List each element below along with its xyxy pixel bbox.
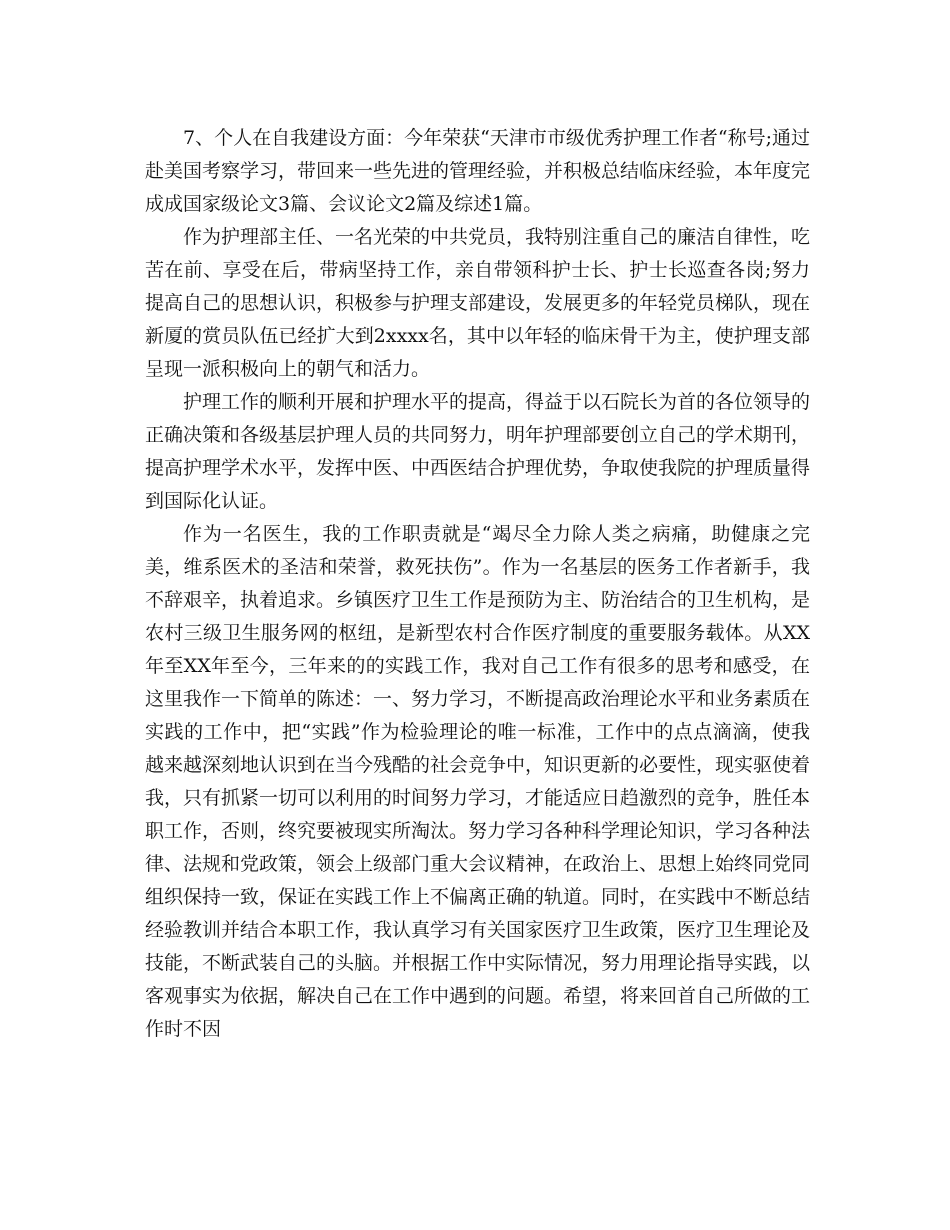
document-body: [145, 122, 810, 1046]
paragraph-nursing-outlook: 护理工作的顺利开展和护理水平的提高，得益于以石院长为首的各位领导的正确决策和各级基层护理人员的共同努力，明年护理部要创立自己的学术期刊，提高护理学术水平，发挥中医、中西医结合护理优势，争取使我院的护理质量得到国际化认证。: [145, 391, 811, 512]
paragraph-party-member: 作为护理部主任、一名光荣的中共党员，我特别注重自己的廉洁自律性，吃苦在前、享受在后，带病坚持工作，亲自带领科护士长、护士长巡查各岗;努力提高自己的思想认识，积极参与护理支部建设，发展更多的年轻党员梯队，现在新厦的赏员队伍已经扩大到2xxxx名，其中以年轻的临床骨干为主，使护理支部呈现一派积极向上的朝气和活力。: [145, 226, 811, 380]
paragraph-doctor-duty: 作为一名医生，我的工作职责就是“竭尽全力除人类之病痛，助健康之完美，维系医术的圣洁和荣誉，救死扶伤”。作为一名基层的医务工作者新手，我不辞艰辛，执着追求。乡镇医疗卫生工作是预防为主、防治结合的卫生机构，是农村三级卫生服务网的枢纽，是新型农村合作医疗制度的重要服务载体。从XX年至XX年至今，三年来的的实践工作，我对自己工作有很多的思考和感受，在这里我作一下简单的陈述：一、努力学习，不断提高政治理论水平和业务素质在实践的工作中，把“实践”作为检验理论的唯一标准，工作中的点点滴滴，使我越来越深刻地认识到在当今残酷的社会竞争中，知识更新的必要性，现实驱使着我，只有抓紧一切可以利用的时间努力学习，才能适应日趋激烈的竞争，胜任本职工作，否则，终究要被现实所淘汰。努力学习各种科学理论知识，学习各种法律、法规和党政策，领会上级部门重大会议精神，在政治上、思想上始终同党同组织保持一致，保证在实践工作上不偏离正确的轨道。同时，在实践中不断总结经验教训并结合本职工作，我认真学习有关国家医疗卫生政策，医疗卫生理论及技能，不断武装自己的头脑。并根据工作中实际情况，努力用理论指导实践，以客观事实为依据，解决自己在工作中遇到的问题。希望，将来回首自己所做的工作时不因: [145, 523, 811, 1040]
paragraph-self-development: 7、个人在自我建设方面：今年荣获“天津市市级优秀护理工作者“称号;通过赴美国考察学习，带回来一些先进的管理经验，并积极总结临床经验，本年度完成成国家级论文3篇、会议论文2篇及综述1篇。: [145, 127, 811, 215]
